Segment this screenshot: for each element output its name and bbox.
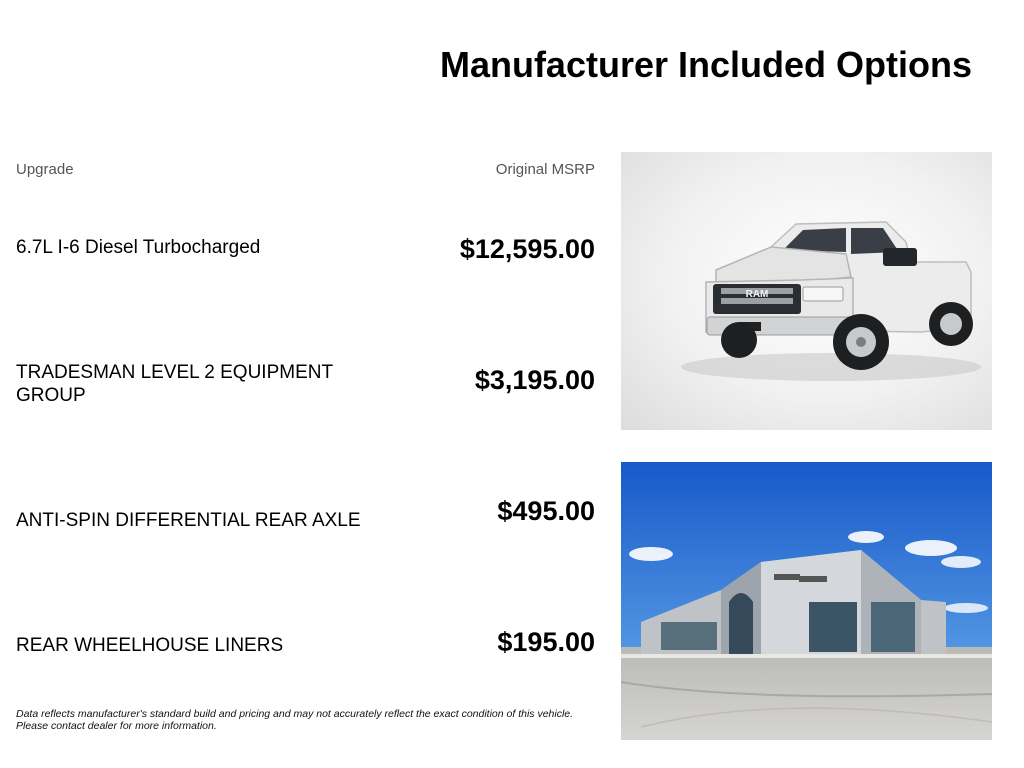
disclaimer-line-2: Please contact dealer for more information.: [16, 720, 217, 732]
upgrade-column-header: Upgrade: [16, 161, 74, 178]
disclaimer: [16, 708, 606, 732]
option-name-2: TRADESMAN LEVEL 2 EQUIPMENT GROUP: [16, 362, 333, 406]
page-title: Manufacturer Included Options: [439, 44, 972, 85]
option-price-1: $12,595.00: [459, 234, 595, 264]
dealership-photo: [621, 462, 992, 740]
dealership-building-illustration: [621, 462, 992, 740]
option-price-4: $195.00: [497, 627, 595, 657]
truck-photo: [621, 152, 992, 430]
option-name-1: 6.7L I-6 Diesel Turbocharged: [16, 237, 261, 258]
option-name-4: REAR WHEELHOUSE LINERS: [16, 635, 284, 656]
option-name-3: ANTI-SPIN DIFFERENTIAL REAR AXLE: [16, 510, 361, 531]
option-price-3: $495.00: [497, 496, 595, 526]
grille-logo: RAM: [745, 289, 769, 300]
msrp-column-header: Original MSRP: [495, 161, 595, 178]
pickup-truck-illustration: [621, 152, 992, 430]
option-price-2: $3,195.00: [474, 365, 595, 395]
disclaimer-line-1: Data reflects manufacturer's standard build and pricing and may not accurately reflect the exact condition of this vehicle.: [16, 708, 574, 720]
